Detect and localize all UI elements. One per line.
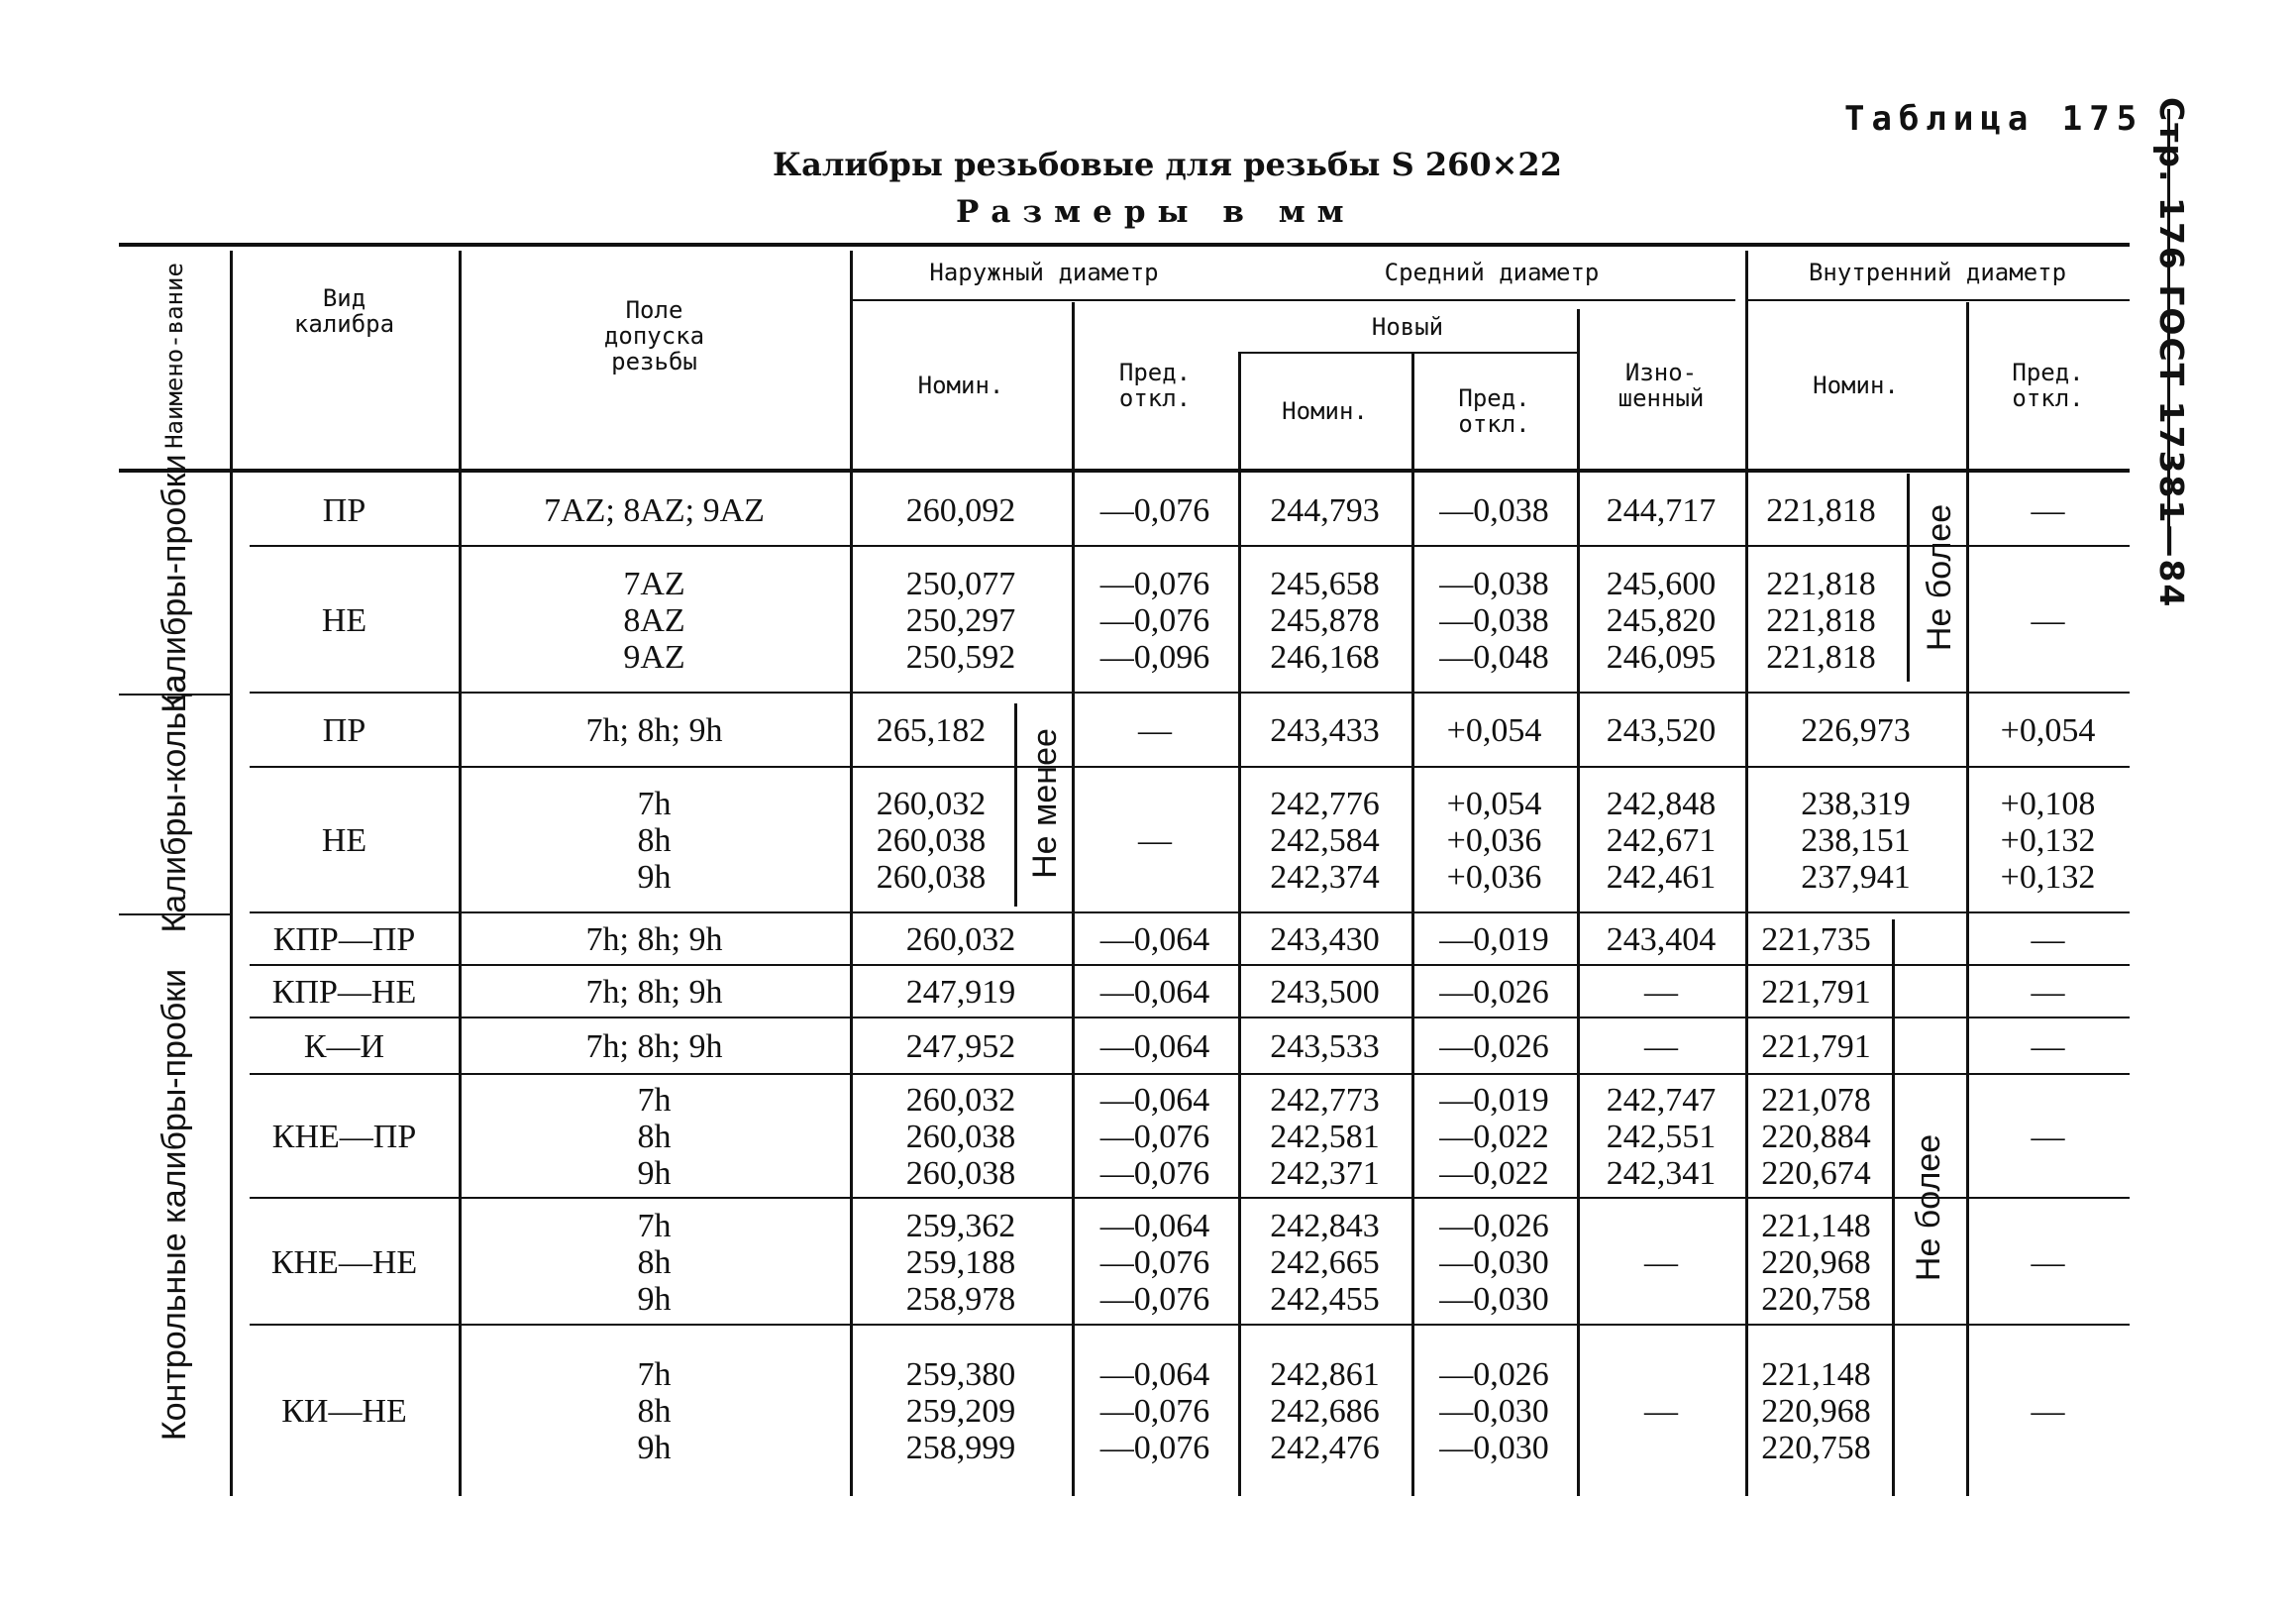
row-1-mid-nom xyxy=(1238,474,1411,547)
row-7-in-nom xyxy=(1745,1018,1887,1075)
header-inner-deviation-text: Пред. xyxy=(2012,359,2084,386)
row-7-mid-dev-text: —0,026 xyxy=(1439,1028,1549,1065)
row-8-in-nom-text: 221,078 220,884 220,674 xyxy=(1761,1082,1871,1192)
row-10-out-nom xyxy=(850,1326,1072,1496)
row-4-mid-nom xyxy=(1238,768,1411,913)
row-10-out-dev xyxy=(1072,1326,1238,1496)
row-6-in-dev xyxy=(1966,966,2130,1018)
row-6-out-nom-text: 247,919 xyxy=(905,974,1016,1011)
row-10-out-dev-text: —0,064 —0,076 —0,076 xyxy=(1099,1355,1210,1466)
header-tolerance-text: допуска xyxy=(603,322,705,350)
row-4-tol-text: 7h 8h 9h xyxy=(637,786,672,896)
row-2-tol-text: 7AZ 8AZ 9AZ xyxy=(623,565,685,676)
row-3-out-dev-text: — xyxy=(1138,712,1172,749)
note-not-more-control-text: Не более xyxy=(1910,1133,1947,1282)
row-9-out-nom xyxy=(850,1199,1072,1326)
row-3-out-nom-text: 265,182 xyxy=(876,712,987,749)
row-1-in-nom-text: 221,818 xyxy=(1766,491,1876,529)
row-8-out-dev xyxy=(1072,1075,1238,1199)
row-7-in-dev xyxy=(1966,1018,2130,1075)
row-1-out-nom xyxy=(850,474,1072,547)
group-rings xyxy=(119,674,230,933)
row-8-mid-dev xyxy=(1411,1075,1577,1199)
row-8-worn-text: 242,747 242,551 242,341 xyxy=(1606,1082,1717,1192)
note-not-more-control xyxy=(1894,919,1963,1496)
row-3-out-dev xyxy=(1072,694,1238,768)
row-2-in-dev xyxy=(1966,547,2130,694)
header-middle-deviation-text: откл. xyxy=(1458,410,1530,438)
row-7-out-dev-text: —0,064 xyxy=(1099,1028,1210,1065)
row-4-mid-dev-text: +0,054 +0,036 +0,036 xyxy=(1446,786,1542,896)
row-5-out-nom xyxy=(850,913,1072,966)
row-4-gauge-type-text: НЕ xyxy=(321,822,367,859)
row-9-mid-dev xyxy=(1411,1199,1577,1326)
row-7-out-nom-text: 247,952 xyxy=(905,1028,1016,1065)
header-outer-deviation xyxy=(1072,302,1238,469)
header-worn-text: Изно- xyxy=(1624,359,1698,386)
note-not-more-plugs-text: Не более xyxy=(1920,503,1958,652)
row-1-mid-nom-text: 244,793 xyxy=(1270,491,1380,529)
row-10-worn xyxy=(1577,1326,1745,1496)
row-3-worn-text: 243,520 xyxy=(1606,712,1717,749)
group-plugs-text: Калибры-пробки xyxy=(156,454,193,713)
row-3-tol-text: 7h; 8h; 9h xyxy=(585,712,723,749)
row-5-worn-text: 243,404 xyxy=(1606,921,1717,958)
header-outer-nominal xyxy=(850,302,1072,469)
row-6-out-nom xyxy=(850,966,1072,1018)
row-2-worn-text: 245,600 245,820 246,095 xyxy=(1606,565,1717,676)
row-4-out-nom-text: 260,032 260,038 260,038 xyxy=(876,786,987,896)
row-4-worn xyxy=(1577,768,1745,913)
header-inner-diameter-text: Внутренний диаметр xyxy=(1808,259,2067,286)
row-6-tol xyxy=(459,966,850,1018)
row-6-mid-dev-text: —0,026 xyxy=(1439,974,1549,1011)
row-5-mid-nom-text: 243,430 xyxy=(1270,921,1380,958)
row-5-out-nom-text: 260,032 xyxy=(905,921,1016,958)
row-4-in-dev-text: +0,108 +0,132 +0,132 xyxy=(2000,786,2096,896)
row-9-out-dev xyxy=(1072,1199,1238,1326)
row-10-mid-nom xyxy=(1238,1326,1411,1496)
row-1-in-dev xyxy=(1966,474,2130,547)
row-1-out-nom-text: 260,092 xyxy=(905,491,1016,529)
row-5-tol-text: 7h; 8h; 9h xyxy=(585,921,723,958)
row-1-gauge-type xyxy=(230,474,459,547)
row-9-in-nom-text: 221,148 220,968 220,758 xyxy=(1761,1207,1871,1318)
row-5-gauge-type xyxy=(230,913,459,966)
header-gauge-type-text: калибра xyxy=(293,310,395,338)
row-7-gauge-type xyxy=(230,1018,459,1075)
table-title: Калибры резьбовые для резьбы S 260×22 xyxy=(773,146,1562,183)
row-8-tol xyxy=(459,1075,850,1199)
header-middle-nominal-text: Номин. xyxy=(1282,397,1368,425)
row-9-in-dev xyxy=(1966,1199,2130,1326)
note-not-less-rings-text: Не менее xyxy=(1025,728,1064,879)
row-9-worn xyxy=(1577,1199,1745,1326)
row-4-out-dev xyxy=(1072,768,1238,913)
row-2-mid-nom-text: 245,658 245,878 246,168 xyxy=(1270,565,1380,676)
row-3-gauge-type xyxy=(230,694,459,768)
table-subtitle: Размеры в мм xyxy=(956,194,1356,230)
row-10-mid-dev-text: —0,026 —0,030 —0,030 xyxy=(1439,1355,1549,1466)
row-8-mid-nom xyxy=(1238,1075,1411,1199)
row-8-worn xyxy=(1577,1075,1745,1199)
row-1-in-dev-text: — xyxy=(2031,491,2065,529)
row-8-tol-text: 7h 8h 9h xyxy=(637,1082,672,1192)
row-1-worn-text: 244,717 xyxy=(1606,491,1717,529)
header-name xyxy=(119,243,230,469)
header-new xyxy=(1238,302,1577,352)
row-1-in-nom xyxy=(1745,474,1897,547)
header-outer-diameter xyxy=(850,243,1238,302)
row-6-tol-text: 7h; 8h; 9h xyxy=(585,974,723,1011)
row-5-in-nom xyxy=(1745,913,1887,966)
row-1-mid-dev-text: —0,038 xyxy=(1439,491,1549,529)
header-worn xyxy=(1577,302,1745,469)
running-header-text: Стр. 176 ГОСТ 17381—84 xyxy=(2152,97,2191,609)
row-2-mid-nom xyxy=(1238,547,1411,694)
row-1-out-dev-text: —0,076 xyxy=(1099,491,1210,529)
row-9-tol-text: 7h 8h 9h xyxy=(637,1207,672,1318)
row-7-mid-nom-text: 243,533 xyxy=(1270,1028,1380,1065)
header-middle-diameter xyxy=(1238,243,1745,302)
group-control-plugs-text: Контрольные калибры-пробки xyxy=(156,968,193,1442)
row-7-gauge-type-text: К—И xyxy=(303,1028,385,1065)
row-4-in-nom xyxy=(1745,768,1966,913)
row-3-out-nom xyxy=(850,694,1012,768)
row-5-in-nom-text: 221,735 xyxy=(1761,921,1871,958)
row-7-out-dev xyxy=(1072,1018,1238,1075)
row-1-tol-text: 7AZ; 8AZ; 9AZ xyxy=(544,491,765,529)
row-7-tol-text: 7h; 8h; 9h xyxy=(585,1028,723,1065)
row-8-out-nom-text: 260,032 260,038 260,038 xyxy=(905,1082,1016,1192)
row-7-mid-nom xyxy=(1238,1018,1411,1075)
row-10-tol-text: 7h 8h 9h xyxy=(637,1355,672,1466)
row-6-out-dev xyxy=(1072,966,1238,1018)
row-2-mid-dev xyxy=(1411,547,1577,694)
row-7-worn-text: — xyxy=(1644,1028,1678,1065)
row-9-out-nom-text: 259,362 259,188 258,978 xyxy=(905,1207,1016,1318)
row-5-mid-dev-text: —0,019 xyxy=(1439,921,1549,958)
header-outer-diameter-text: Наружный диаметр xyxy=(929,259,1159,286)
header-inner-nominal-text: Номин. xyxy=(1813,372,1899,399)
header-outer-deviation-text: откл. xyxy=(1118,384,1192,412)
row-8-in-nom xyxy=(1745,1075,1887,1199)
row-2-gauge-type xyxy=(230,547,459,694)
row-8-out-nom xyxy=(850,1075,1072,1199)
row-8-in-dev xyxy=(1966,1075,2130,1199)
row-3-in-dev xyxy=(1966,694,2130,768)
header-middle-deviation xyxy=(1411,354,1577,469)
table-number: Таблица 175 xyxy=(1844,99,2144,139)
row-3-mid-nom-text: 243,433 xyxy=(1270,712,1380,749)
note-not-more-plugs xyxy=(1912,474,1966,682)
row-9-mid-nom-text: 242,843 242,665 242,455 xyxy=(1270,1207,1380,1318)
row-7-in-nom-text: 221,791 xyxy=(1761,1028,1871,1065)
group-plugs xyxy=(119,454,230,713)
row-2-out-nom-text: 250,077 250,297 250,592 xyxy=(905,565,1016,676)
row-6-worn xyxy=(1577,966,1745,1018)
row-6-worn-text: — xyxy=(1644,974,1678,1011)
row-8-in-dev-text: — xyxy=(2031,1119,2065,1155)
row-3-mid-dev-text: +0,054 xyxy=(1446,712,1542,749)
row-2-out-dev-text: —0,076 —0,076 —0,096 xyxy=(1099,565,1210,676)
row-7-worn xyxy=(1577,1018,1745,1075)
row-4-worn-text: 242,848 242,671 242,461 xyxy=(1606,786,1717,896)
row-4-gauge-type xyxy=(230,768,459,913)
row-10-in-dev-text: — xyxy=(2031,1392,2065,1430)
row-3-in-dev-text: +0,054 xyxy=(2000,712,2096,749)
row-8-mid-nom-text: 242,773 242,581 242,371 xyxy=(1270,1082,1380,1192)
row-5-mid-nom xyxy=(1238,913,1411,966)
header-name-text: Наимено-вание xyxy=(160,263,188,449)
row-2-out-nom xyxy=(850,547,1072,694)
row-1-out-dev xyxy=(1072,474,1238,547)
row-6-out-dev-text: —0,064 xyxy=(1099,974,1210,1011)
row-6-mid-nom-text: 243,500 xyxy=(1270,974,1380,1011)
row-1-mid-dev xyxy=(1411,474,1577,547)
row-6-mid-nom xyxy=(1238,966,1411,1018)
header-worn-text: шенный xyxy=(1618,384,1705,412)
row-3-mid-nom xyxy=(1238,694,1411,768)
header-middle-diameter-text: Средний диаметр xyxy=(1384,259,1600,286)
row-1-tol xyxy=(459,474,850,547)
row-2-worn xyxy=(1577,547,1745,694)
header-tolerance-text: резьбы xyxy=(611,348,697,375)
row-5-gauge-type-text: КПР—ПР xyxy=(272,921,416,958)
row-3-in-nom-text: 226,973 xyxy=(1801,712,1911,749)
running-header xyxy=(2152,97,2228,609)
header-outer-nominal-text: Номин. xyxy=(917,372,1004,399)
row-3-gauge-type-text: ПР xyxy=(322,712,366,749)
group-control-plugs xyxy=(119,913,230,1496)
row-9-out-dev-text: —0,064 —0,076 —0,076 xyxy=(1099,1207,1210,1318)
row-9-gauge-type xyxy=(230,1199,459,1326)
row-5-out-dev xyxy=(1072,913,1238,966)
row-4-tol xyxy=(459,768,850,913)
row-7-out-nom xyxy=(850,1018,1072,1075)
row-6-in-dev-text: — xyxy=(2031,974,2065,1011)
header-outer-deviation-text: Пред. xyxy=(1118,359,1192,386)
row-2-mid-dev-text: —0,038 —0,038 —0,048 xyxy=(1439,565,1549,676)
row-5-in-dev-text: — xyxy=(2031,921,2065,958)
row-1-gauge-type-text: ПР xyxy=(322,491,366,529)
header-inner-deviation-text: откл. xyxy=(2012,384,2084,412)
row-2-out-dev xyxy=(1072,547,1238,694)
row-5-out-dev-text: —0,064 xyxy=(1099,921,1210,958)
row-5-worn xyxy=(1577,913,1745,966)
row-9-mid-dev-text: —0,026 —0,030 —0,030 xyxy=(1439,1207,1549,1318)
row-6-in-nom xyxy=(1745,966,1887,1018)
row-2-in-nom xyxy=(1745,547,1897,694)
row-7-tol xyxy=(459,1018,850,1075)
row-4-mid-dev xyxy=(1411,768,1577,913)
row-5-mid-dev xyxy=(1411,913,1577,966)
row-3-in-nom xyxy=(1745,694,1966,768)
row-9-worn-text: — xyxy=(1644,1243,1678,1281)
header-tolerance-text: Поле xyxy=(625,296,683,324)
header-inner-nominal xyxy=(1745,302,1966,469)
row-4-in-nom-text: 238,319 238,151 237,941 xyxy=(1801,786,1911,896)
row-2-gauge-type-text: НЕ xyxy=(321,601,367,639)
row-6-gauge-type-text: КПР—НЕ xyxy=(271,974,417,1011)
row-10-worn-text: — xyxy=(1644,1392,1678,1430)
row-4-out-nom xyxy=(850,768,1012,913)
row-6-mid-dev xyxy=(1411,966,1577,1018)
row-3-tol xyxy=(459,694,850,768)
header-middle-deviation-text: Пред. xyxy=(1458,384,1530,412)
row-2-tol xyxy=(459,547,850,694)
row-3-mid-dev xyxy=(1411,694,1577,768)
group-rings-text: Калибры-кольца xyxy=(156,674,193,933)
note-not-less-rings xyxy=(1017,694,1072,913)
row-10-tol xyxy=(459,1326,850,1496)
row-5-in-dev xyxy=(1966,913,2130,966)
row-10-in-dev xyxy=(1966,1326,2130,1496)
row-8-gauge-type-text: КНЕ—ПР xyxy=(271,1119,417,1155)
header-tolerance xyxy=(459,282,850,389)
row-9-tol xyxy=(459,1199,850,1326)
row-4-in-dev xyxy=(1966,768,2130,913)
header-middle-nominal xyxy=(1238,354,1411,469)
row-10-mid-nom-text: 242,861 242,686 242,476 xyxy=(1270,1355,1380,1466)
header-new-text: Новый xyxy=(1371,313,1444,341)
row-10-gauge-type-text: КИ—НЕ xyxy=(281,1392,407,1430)
row-9-mid-nom xyxy=(1238,1199,1411,1326)
row-8-out-dev-text: —0,064 —0,076 —0,076 xyxy=(1099,1082,1210,1192)
header-gauge-type xyxy=(230,243,459,379)
header-bottom-rule xyxy=(119,469,2130,473)
row-5-tol xyxy=(459,913,850,966)
row-7-in-dev-text: — xyxy=(2031,1028,2065,1065)
row-10-in-nom xyxy=(1745,1326,1887,1496)
row-1-worn xyxy=(1577,474,1745,547)
row-8-gauge-type xyxy=(230,1075,459,1199)
row-7-mid-dev xyxy=(1411,1018,1577,1075)
bracket-not-more-1 xyxy=(1907,474,1910,682)
row-2-in-dev-text: — xyxy=(2031,601,2065,639)
row-4-mid-nom-text: 242,776 242,584 242,374 xyxy=(1270,786,1380,896)
row-4-out-dev-text: — xyxy=(1138,822,1172,859)
row-2-in-nom-text: 221,818 221,818 221,818 xyxy=(1766,565,1876,676)
row-9-gauge-type-text: КНЕ—НЕ xyxy=(270,1243,418,1281)
header-inner-diameter xyxy=(1745,243,2130,302)
row-9-in-nom xyxy=(1745,1199,1887,1326)
row-10-in-nom-text: 221,148 220,968 220,758 xyxy=(1761,1355,1871,1466)
row-6-in-nom-text: 221,791 xyxy=(1761,974,1871,1011)
row-10-mid-dev xyxy=(1411,1326,1577,1496)
header-gauge-type-text: Вид xyxy=(322,284,366,312)
row-3-worn xyxy=(1577,694,1745,768)
row-10-gauge-type xyxy=(230,1326,459,1496)
row-9-in-dev-text: — xyxy=(2031,1243,2065,1281)
row-10-out-nom-text: 259,380 259,209 258,999 xyxy=(905,1355,1016,1466)
header-inner-deviation xyxy=(1966,302,2130,469)
row-8-mid-dev-text: —0,019 —0,022 —0,022 xyxy=(1439,1082,1549,1192)
row-6-gauge-type xyxy=(230,966,459,1018)
